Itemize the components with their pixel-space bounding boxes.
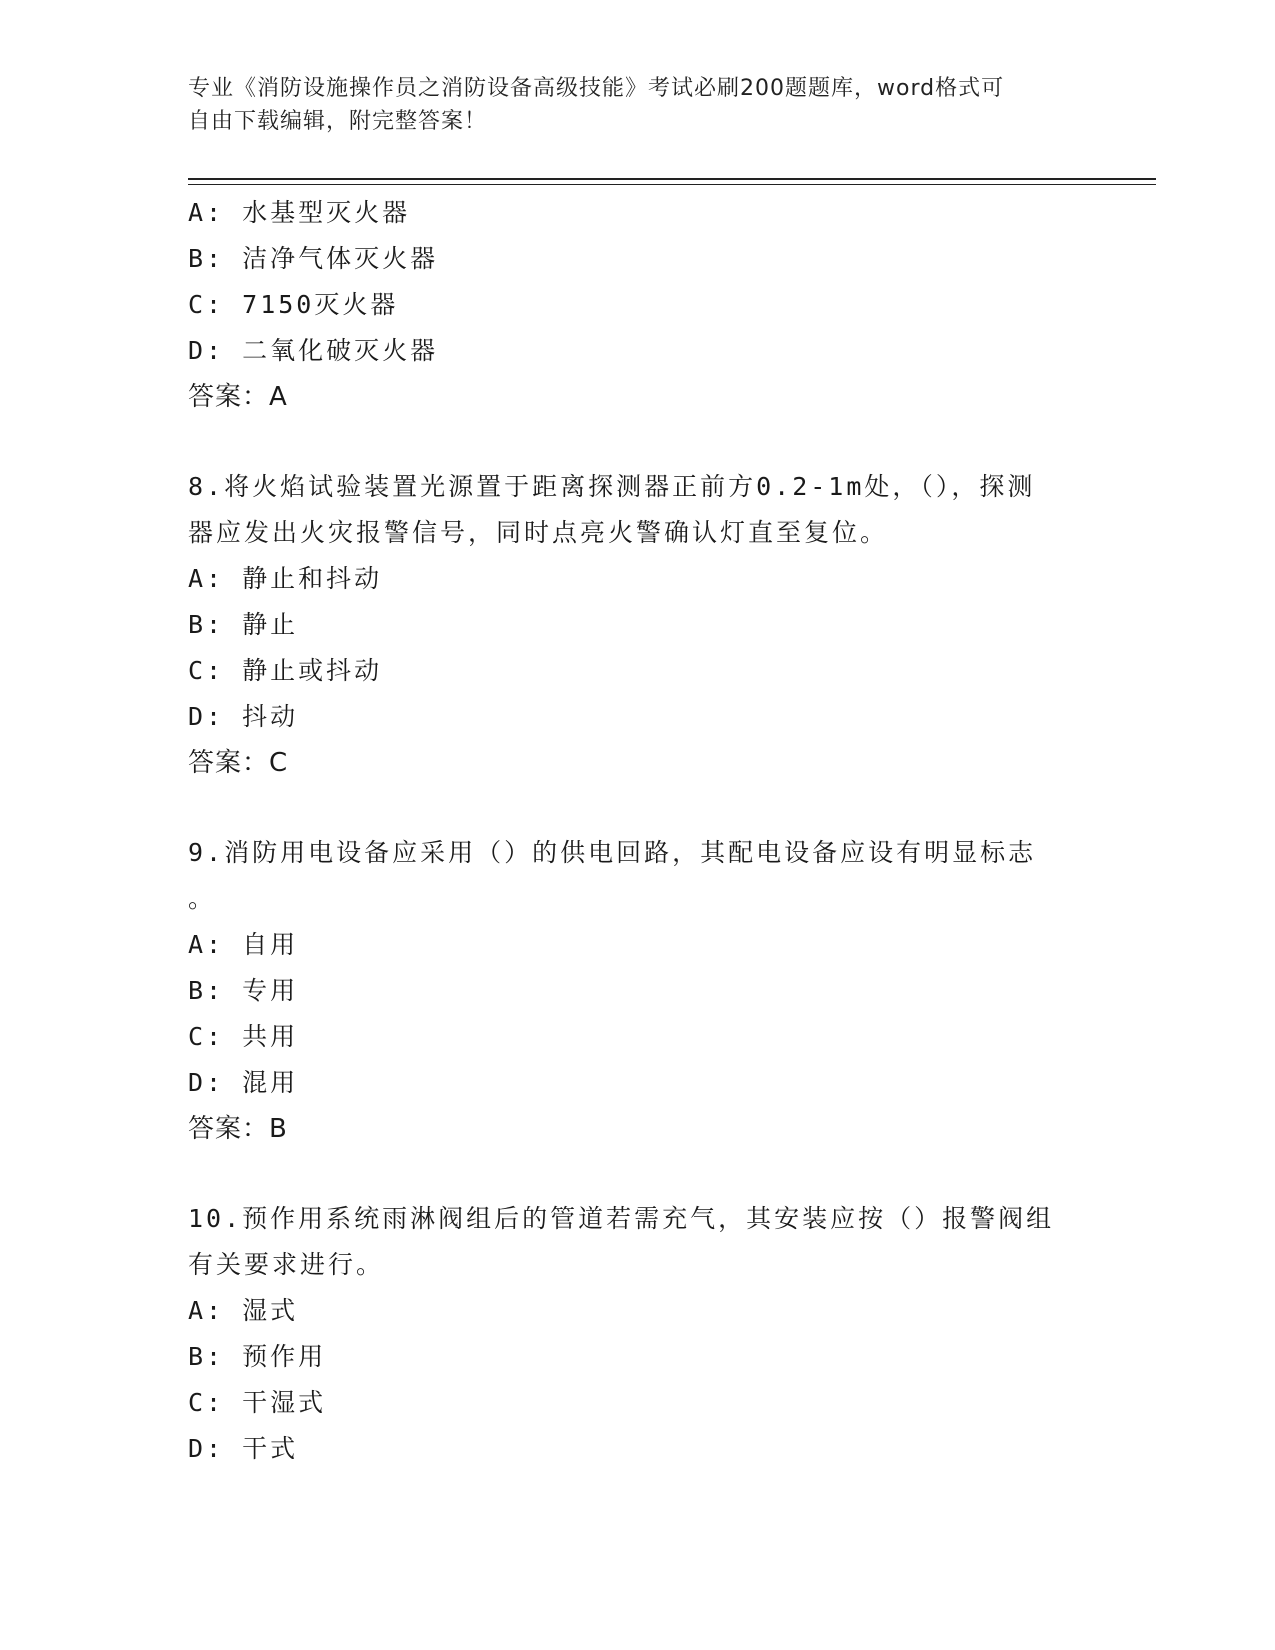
option-b: B: 静止: [188, 610, 299, 639]
option-c: C: 7150灭火器: [188, 290, 399, 319]
answer-line: 答案：C: [188, 748, 289, 778]
question-spacer: [188, 1152, 1088, 1196]
option-b: B: 洁净气体灭火器: [188, 244, 439, 273]
question-text-line-1: 9.消防用电设备应采用（）的供电回路，其配电设备应设有明显标志: [188, 838, 1037, 867]
question-7: [188, 190, 1088, 420]
option-d: D: 混用: [188, 1068, 299, 1097]
question-10: [188, 1196, 1088, 1472]
question-text-line-1: 10.预作用系统雨淋阀组后的管道若需充气，其安装应按（）报警阀组: [188, 1204, 1055, 1233]
question-text-line-2: 有关要求进行。: [188, 1250, 385, 1279]
answer-line: 答案：A: [188, 382, 288, 412]
question-8: [188, 464, 1088, 786]
document-header: [188, 72, 1068, 138]
question-list: [188, 190, 1088, 1472]
header-divider-thick: [188, 178, 1156, 180]
question-text-line-1: 8.将火焰试验装置光源置于距离探测器正前方0.2-1m处，（），探测: [188, 472, 1036, 501]
header-title-line-1: 专业《消防设施操作员之消防设备高级技能》考试必刷200题题库，word格式可: [188, 76, 1005, 101]
option-b: B: 预作用: [188, 1342, 327, 1371]
option-c: C: 静止或抖动: [188, 656, 383, 685]
option-a: A: 湿式: [188, 1296, 299, 1325]
option-d: D: 二氧化破灭火器: [188, 336, 439, 365]
option-c: C: 共用: [188, 1022, 299, 1051]
option-a: A: 水基型灭火器: [188, 198, 411, 227]
question-9: [188, 830, 1088, 1152]
answer-line: 答案：B: [188, 1114, 288, 1144]
question-text-line-2: 。: [188, 884, 217, 913]
question-text-line-2: 器应发出火灾报警信号，同时点亮火警确认灯直至复位。: [188, 518, 889, 547]
option-c: C: 干湿式: [188, 1388, 327, 1417]
question-spacer: [188, 420, 1088, 464]
option-d: D: 干式: [188, 1434, 299, 1463]
option-d: D: 抖动: [188, 702, 299, 731]
question-spacer: [188, 786, 1088, 830]
header-title-line-2: 自由下载编辑，附完整答案！: [188, 109, 488, 134]
option-a: A: 自用: [188, 930, 299, 959]
header-divider-thin: [188, 184, 1156, 185]
option-b: B: 专用: [188, 976, 299, 1005]
option-a: A: 静止和抖动: [188, 564, 383, 593]
